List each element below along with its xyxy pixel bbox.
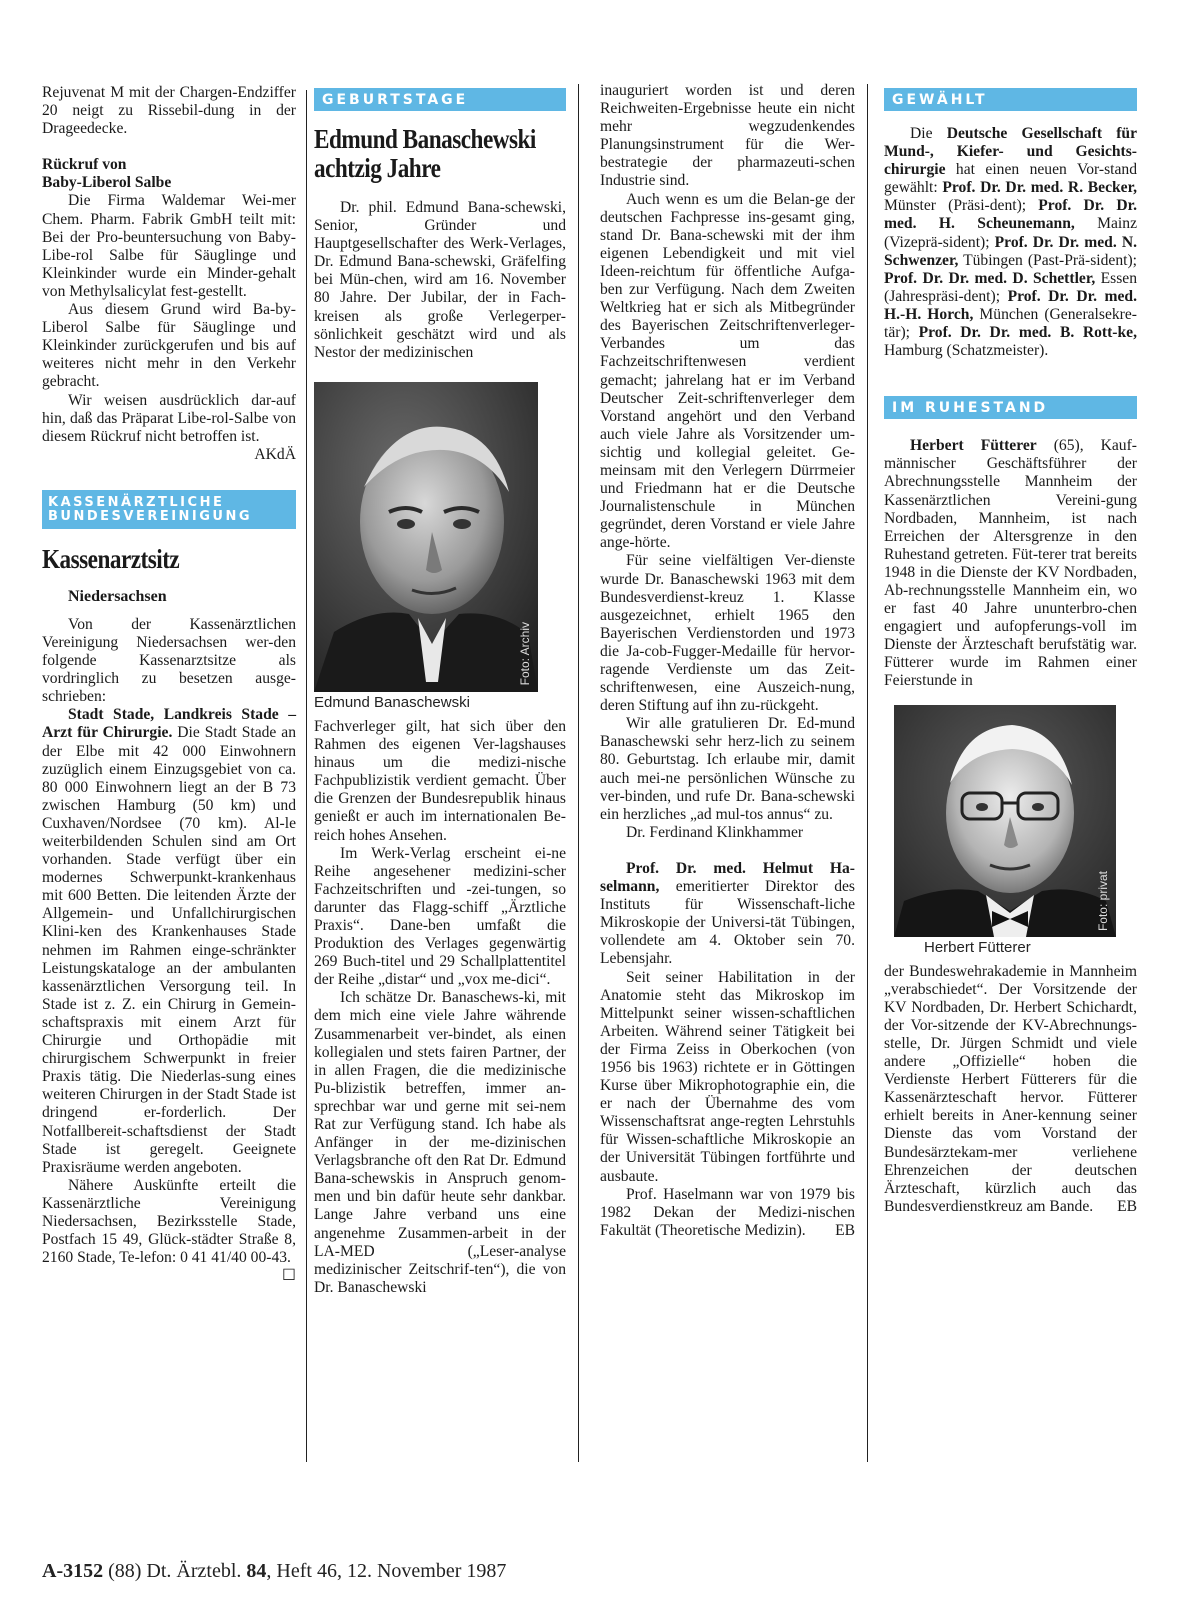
paragraph: Im Werk-Verlag erscheint ei-ne Reihe angesehener medizini-scher Fachzeitschriften und -zei-tungen, so darunter das Flagg-schiff „Ärztliche Praxis“. Dane-ben umfaßt die Produktion des Verlages gegenwärtig 269 Buch-titel und 29 Schallplattentitel der Reihe „distar“ und „vox me-dici“. (314, 844, 566, 989)
portrait-photo (894, 705, 1116, 937)
paragraph (42, 706, 296, 1176)
text-run: Die (910, 125, 947, 142)
author-signature: EB (1117, 1197, 1137, 1215)
column-4 (884, 84, 1137, 1216)
paragraph: Von der Kassenärztlichen Vereinigung Niedersachsen wer-den folgende Kassenarztsitze als vordringlich zu besetzen ausge-schrieben: (42, 615, 296, 706)
text-run: hat einen neuen Vor-stand gewählt: (884, 161, 1137, 197)
section-kicker: GEBURTSTAGE (314, 88, 566, 111)
text-run: Tübingen (Past-Prä-sident); (958, 251, 1137, 269)
footer-text: (88) Dt. Ärztebl. (103, 1560, 247, 1582)
bold-run: Prof. Dr. Dr. med. N. Schwenzer, (884, 233, 1137, 269)
text-run: München (Generalsekre-tär); (884, 305, 1137, 342)
paragraph: Wir alle gratulieren Dr. Ed-mund Banaschewski sehr herz-lich zu seinem 80. Geburtstag. Ich erlaube mir, damit auch mei-ne persönlichen Wünsche zu ver-binden, und rufe Dr. Bana-schewski ein herzliches „ad mul-tos annus“ zu. (600, 715, 855, 823)
portrait-image (894, 705, 1116, 937)
photo-caption: Edmund Banaschewski (314, 693, 470, 711)
end-mark: ☐ (282, 1267, 296, 1285)
article-subhead: Niedersachsen (68, 587, 167, 605)
paragraph (884, 125, 1137, 360)
paragraph-text: Die Stadt Stade an der Elbe mit 42 000 Einwohnern zuzüglich einem Einzugsgebiet von ca. 80 000 Einwohnern liegt an der B 73 zwischen Hamburg (50 km) und Cuxhaven/Nordsee (70 km). Al-le weiterbildenden Schulen sind am Ort vorhanden. Stade verfügt über ein modernes Schwerpunkt-krankenhaus mit 600 Betten. Die leitenden Ärzte der Allgemein- und Unfallchirurgischen Klini-ken des Krankenhauses Stade nehmen im Rahmen einge-schränkter Leistungskataloge an der ambulanten kassenärztlichen Versorgung teil. In Stade ist z. Z. ein Chirurg in Gemein-schaftspraxis mit einem Arzt für Chirurgie und Orthopädie mit chirurgischem Schwerpunkt in freier Praxis tätig. Die Niederlas-sung eines weiteren Chirurgen in der Stadt Stade ist dringend er-forderlich. Der Notfallbereit-schaftsdienst der Stadt Stade ist geregelt. Geeignete Praxisräume werden angeboten. (42, 724, 296, 1176)
page-footer (42, 1560, 506, 1583)
bold-run: Deutsche Gesellschaft für Mund-, Kiefer- und Gesichts-chirurgie (884, 125, 1137, 179)
paragraph-text: der Bundeswehrakademie in Mannheim „verabschiedet“. Der Vorsitzende der KV Nordbaden, Dr. Herbert Schichardt, der Vor-sitzende der KV-Abrechnungs-stelle, Dr. Jürgen Schmidt und viele andere „Offizielle“ hoben die Verdienste Herbert Fütterers für die Kassenärzteschaft hervor. Fütterer erhielt bereits in Aner-kennung seiner Dienste das vom Vorstand der Bundesärztekam-mer verliehene Ehrenzeichen der deutschen Ärzteschaft, kürzlich auch das Bundesverdienstkreuz am Bande. (884, 962, 1137, 1215)
section-kicker (42, 490, 296, 529)
photo-caption: Herbert Fütterer (924, 938, 1031, 956)
paragraph-text: Nähere Auskünfte erteilt die Kassenärztliche Vereinigung Niedersachsen, Bezirksstelle Stade, Postfach 15 49, Glück-städter Straße 8, 2160 Stade, Te-lefon: 0 41 41/40 00-43. (42, 1176, 296, 1267)
paragraph: inauguriert worden ist und deren Reichweiten-Ergebnisse heute ein nicht mehr wegzudenkendes Planungsinstrument für die Wer-bestrategie der pharmazeuti-schen Industrie sind. (600, 82, 855, 190)
page-number: A-3152 (42, 1560, 104, 1582)
headline-line: achtzig Jahre (314, 153, 441, 183)
portrait-photo (314, 382, 538, 692)
photo-credit: Foto: Archiv (517, 622, 532, 686)
text-run: Mainz (Vizeprä-sident); (884, 215, 1137, 251)
paragraph (600, 860, 855, 969)
kicker-line: KASSENÄRZTLICHE (48, 494, 225, 510)
bold-run: Prof. Dr. Dr. med. H.-H. Horch, (884, 287, 1137, 323)
bold-run: Prof. Dr. Dr. med. H. Scheunemann, (884, 197, 1137, 233)
author-signature: EB (835, 1221, 855, 1239)
kicker-line: BUNDESVEREINIGUNG (48, 508, 253, 524)
section-kicker: IM RUHESTAND (884, 396, 1137, 419)
bold-run: Prof. Dr. Dr. med. D. Schettler, (884, 269, 1096, 287)
column-rule (306, 90, 307, 1462)
portrait-image (314, 382, 538, 692)
section-kicker: GEWÄHLT (884, 88, 1137, 111)
volume-number: 84 (246, 1560, 267, 1582)
paragraph: Aus diesem Grund wird Ba-by-Liberol Salbe für Säuglinge und Kleinkinder zurückgerufen und bis auf weiteres nicht mehr in den Verkehr gebracht. (42, 301, 296, 391)
footer-text: , Heft 46, 12. November 1987 (266, 1560, 507, 1582)
paragraph: Fachverleger gilt, hat sich über den Rahmen des eigenen Ver-lagshauses hinaus um die medizi-nische Fachpublizistik verdient gemacht. Über die Grenzen der Bundesrepublik hinaus genießt er auch im internationalen Be-reich hohes Ansehen. (314, 717, 566, 844)
paragraph: Ich schätze Dr. Banaschews-ki, mit dem mich eine viele Jahre währende Zusammenarbeit ver-bindet, als einen kollegialen und stets fairen Partner, der in allen Fragen, die die medizinische Pu-blizistik betreffen, immer an-sprechbar war und gerne mit sei-nem Rat zur Verfügung stand. Ich habe als Anfänger in der me-dizinischen Verlagsbranche oft den Rat Dr. Edmund Bana-schewskis in Anspruch genom-men und bin dafür heute sehr dankbar. Lange Jahre verband uns eine angenehme Zusammen-arbeit in der LA-MED („Leser-analyse medizinischer Zeitschrif-ten“), die von Dr. Banaschewski (314, 989, 566, 1296)
paragraph-text: emeritierter Direktor des Instituts für Wissenschaft-liche Mikroskopie der Universi-tät Tübingen, vollendete am 4. Oktober sein 70. Lebensjahr. (600, 878, 855, 968)
paragraph (884, 963, 1137, 1216)
column-2 (314, 84, 566, 1297)
column-rule (578, 84, 579, 1462)
paragraph: Seit seiner Habilitation in der Anatomie steht das Mikroskop im Mittelpunkt seiner wissen-schaftlichen Arbeiten. Während seiner Tätigkeit bei der Firma Zeiss in Oberkochen (von 1956 bis 1963) richtete er in Göttingen Kurse über Mikrophotographie ein, die er nach der Übernahme des vom Wissenschaftsrat ange-regten Lehrstuhls für Wissen-schaftliche Mikroskopie an der Universität Tübingen fortführte und ausbaute. (600, 968, 855, 1185)
paragraph (600, 1186, 855, 1240)
paragraph-text: Prof. Haselmann war von 1979 bis 1982 Dekan der Medizi-nischen Fakultät (Theoretische Medizin). (600, 1185, 855, 1239)
bold-lead: Prof. Dr. med. Helmut Ha-selmann, (600, 859, 855, 896)
bold-run: Prof. Dr. Dr. med. R. Becker, (942, 179, 1137, 197)
article-headline (314, 125, 565, 183)
column-rule (867, 84, 868, 1462)
paragraph (884, 437, 1137, 690)
paragraph: Auch wenn es um die Belan-ge der deutschen Fachpresse ins-gesamt ging, stand Dr. Bana-schewski mit der ihm eigenen Lebendigkeit und mit viel Ideen-reichtum für öffentliche Aufga-ben zur Verfügung. Nach dem Zweiten Weltkrieg hat er sich als Mitbegründer des Bayerischen Zeitschriftenverleger-Verbandes um das Fachzeitschriftenwesen verdient gemacht; jahrelang hat er im Verband Deutscher Zeit-schriftenverleger dem Vorstand angehört und den Verband auch viele Jahre als Vorsitzender um-sichtig und kollegial geleitet. Ge-meinsam mit den Verlegern Dürrmeier und Friedmann hat er die Deutsche Journalistenschule in München gegründet, deren Vorstand er viele Jahre ange-hörte. (600, 190, 855, 552)
author-signature: AKdÄ (254, 445, 296, 463)
paragraph-text: (65), Kauf-männischer Geschäftsführer der Abrechnungsstelle Mannheim der Kassenärztlichen Vereini-gung Nordbaden, Mannheim, ist nach Erreichen der Altersgrenze in den Ruhestand getreten. Füt-terer trat bereits 1948 in die Dienste der KV Nordbaden, Ab-rechnungsstelle Mannheim ein, wo er fast 40 Jahre ununterbro-chen engagiert und aufopferungs-voll im Dienste der Ärzteschaft berufstätig war. Fütterer wurde im Rahmen einer Feierstunde in (884, 437, 1137, 690)
text-run: Hamburg (Schatzmeister). (884, 342, 1049, 360)
paragraph: Für seine vielfältigen Ver-dienste wurde Dr. Banaschewski 1963 mit dem Bundesverdienst-kreuz 1. Klasse ausgezeichnet, erhielt 1965 den Bayerischen Verdienstorden und 1973 die Ja-cob-Fugger-Medaille für hervor-ragende Verdienste um das Zeit-schriftenwesen, eine Auszeich-nung, deren Stiftung auf ihn zu-rückgeht. (600, 552, 855, 715)
section-title (42, 156, 296, 192)
section-title-line: Baby-Liberol Salbe (42, 174, 172, 192)
photo-credit: Foto: privat (1095, 870, 1110, 931)
text-run: Münster (Präsi-dent); (884, 197, 1039, 215)
article-headline: Kassenarztsitz (42, 543, 180, 574)
paragraph (42, 1176, 296, 1285)
paragraph: Dr. phil. Edmund Bana-schewski, Senior, Gründer und Hauptgesellschafter des Werk-Verlages, Dr. Edmund Bana-schewski, Gräfelfing bei Mün-chen, wird am 16. November 80 Jahre. Der Jubilar, der in Fach-kreisen als große Verlegerper-sönlichkeit geschätzt wird und als Nestor der medizinischen (314, 199, 566, 361)
column-1 (42, 84, 296, 1285)
bold-lead: Stadt Stade, Landkreis Stade – Arzt für Chirurgie. (42, 706, 296, 742)
headline-line: Edmund Banaschewski (314, 124, 536, 154)
paragraph: Rejuvenat M mit der Chargen-Endziffer 20 neigt zu Rissebil-dung in der Drageedecke. (42, 84, 296, 138)
section-title-line: Rückruf von (42, 156, 127, 174)
bold-lead: Herbert Fütterer (910, 437, 1037, 455)
column-3 (600, 82, 855, 1240)
text-run: Essen (Jahrespräsi-dent); (884, 269, 1138, 305)
bold-run: Prof. Dr. Dr. med. B. Rott-ke, (918, 324, 1137, 342)
author-signature: Dr. Ferdinand Klinkhammer (626, 823, 804, 841)
paragraph (42, 391, 296, 463)
paragraph: Die Firma Waldemar Wei-mer Chem. Pharm. Fabrik GmbH teilt mit: Bei der Pro-beuntersuchung von Baby-Libe-rol Salbe für Säuglinge und Kleinkinder wurde ein Minder-gehalt von Methylsalicylat fest-gestellt. (42, 192, 296, 300)
paragraph-text: Wir weisen ausdrücklich dar-auf hin, daß das Präparat Libe-rol-Salbe von diesem Rückruf nicht betroffen ist. (42, 391, 296, 445)
